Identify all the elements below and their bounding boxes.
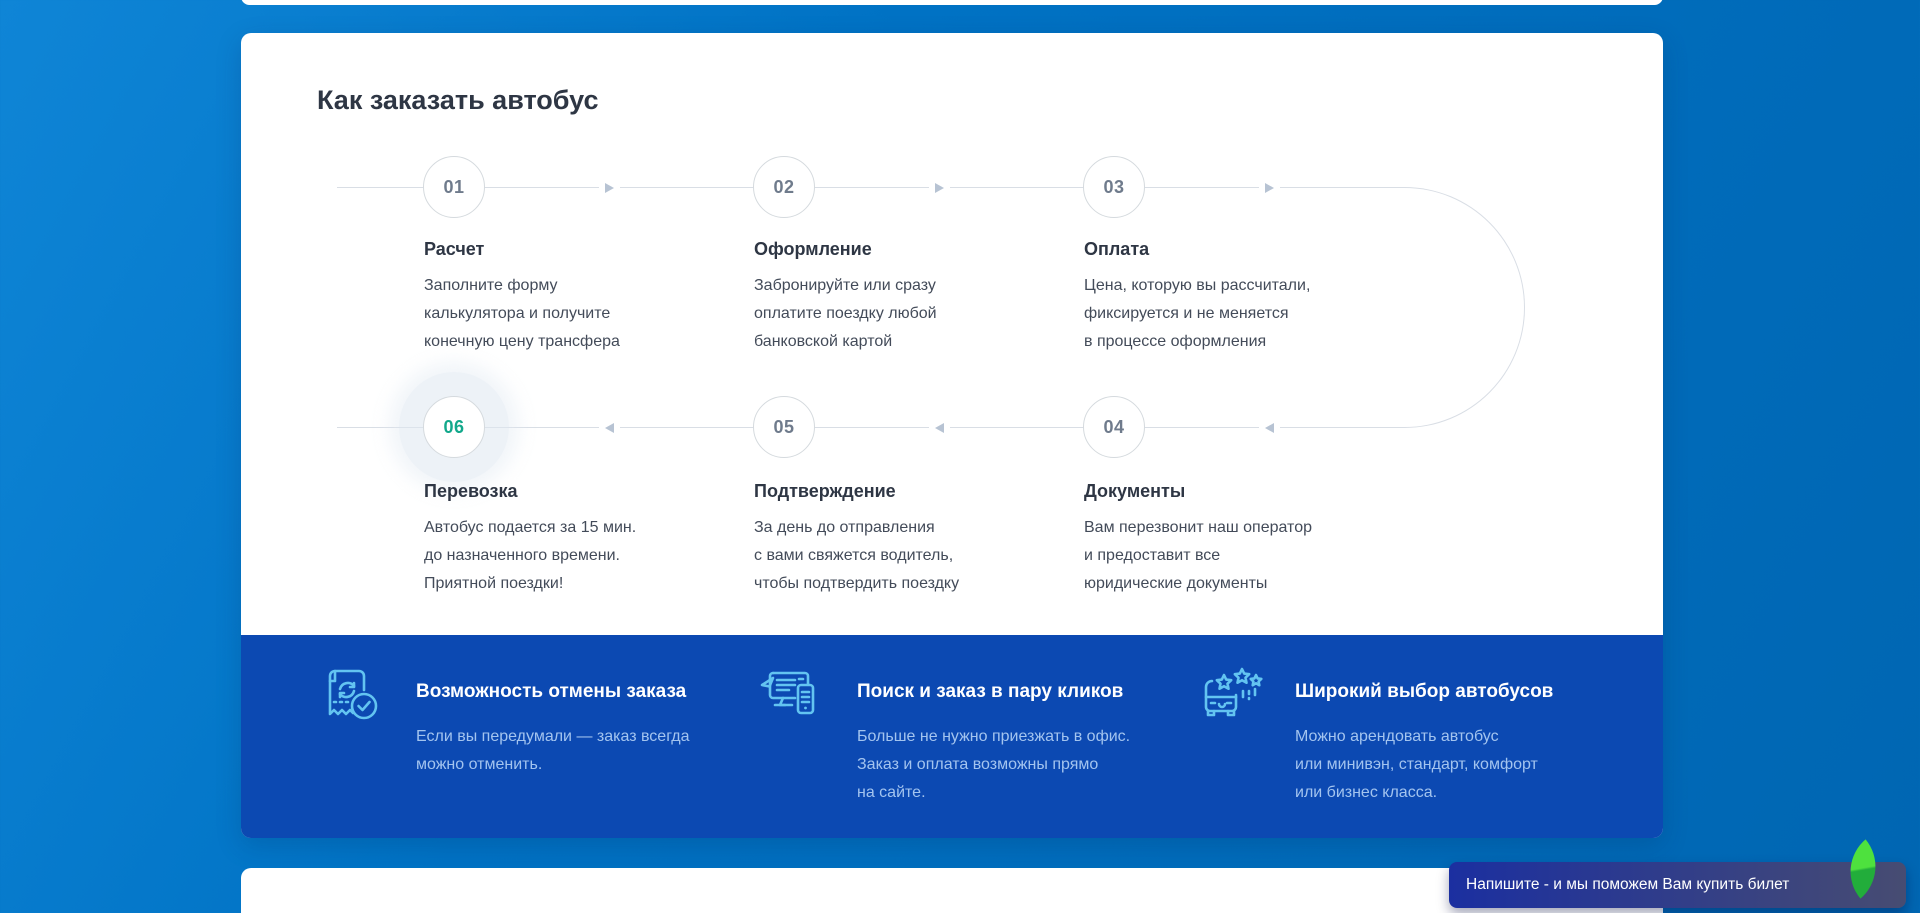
arrow-left-icon bbox=[1259, 420, 1280, 436]
chat-widget-banner[interactable] bbox=[1449, 862, 1906, 908]
step-title: Документы bbox=[1084, 481, 1186, 501]
cancel-order-icon bbox=[318, 661, 384, 727]
step-number-06: 06 bbox=[423, 396, 485, 458]
chat-message: Напишите - и мы поможем Вам купить билет bbox=[1466, 876, 1790, 893]
step-oplata: Оплата Цена, которую вы рассчитали, фиксируется и не меняется в процессе оформления bbox=[1084, 236, 1394, 356]
section-title: Как заказать автобус bbox=[317, 85, 599, 115]
step-title: Подтверждение bbox=[754, 481, 896, 501]
online-order-icon bbox=[757, 661, 823, 727]
step-title: Оплата bbox=[1084, 239, 1150, 259]
step-number-05: 05 bbox=[753, 396, 815, 458]
step-number-02: 02 bbox=[753, 156, 815, 218]
step-title: Расчет bbox=[424, 239, 485, 259]
feature-online-order: Поиск и заказ в пару кликов Больше не нужно приезжать в офис. Заказ и оплата возможны прямо на сайте. bbox=[857, 681, 1131, 801]
features-band bbox=[241, 635, 1663, 838]
feature-cancel-order: Возможность отмены заказа Если вы передумали — заказ всегда можно отменить. bbox=[416, 681, 690, 773]
arrow-right-icon bbox=[929, 180, 950, 196]
step-number-03: 03 bbox=[1083, 156, 1145, 218]
step-dokumenty: Документы Вам перезвонит наш оператор и предоставит все юридические документы bbox=[1084, 478, 1394, 598]
arrow-left-icon bbox=[929, 420, 950, 436]
arrow-left-icon bbox=[599, 420, 620, 436]
arrow-right-icon bbox=[599, 180, 620, 196]
step-title: Оформление bbox=[754, 239, 872, 259]
feature-bus-choice: Широкий выбор автобусов Можно арендовать автобус или минивэн, стандарт, комфорт или бизнес класса. bbox=[1295, 681, 1554, 801]
bus-choice-icon bbox=[1199, 661, 1265, 727]
step-number-04: 04 bbox=[1083, 396, 1145, 458]
step-raschet: Расчет Заполните форму калькулятора и получите конечную цену трансфера bbox=[424, 236, 734, 356]
step-oformlenie: Оформление Забронируйте или сразу оплатите поездку любой банковской картой bbox=[754, 236, 1064, 356]
step-title: Перевозка bbox=[424, 481, 518, 501]
step-podtverzhdenie: Подтверждение За день до отправления с вами свяжется водитель, чтобы подтвердить поездку bbox=[754, 478, 1064, 598]
how-to-order-card bbox=[241, 33, 1663, 838]
arrow-right-icon bbox=[1259, 180, 1280, 196]
previous-card-bottom bbox=[241, 0, 1663, 5]
step-perevozka: Перевозка Автобус подается за 15 мин. до назначенного времени. Приятной поездки! bbox=[424, 478, 734, 598]
step-number-01: 01 bbox=[423, 156, 485, 218]
